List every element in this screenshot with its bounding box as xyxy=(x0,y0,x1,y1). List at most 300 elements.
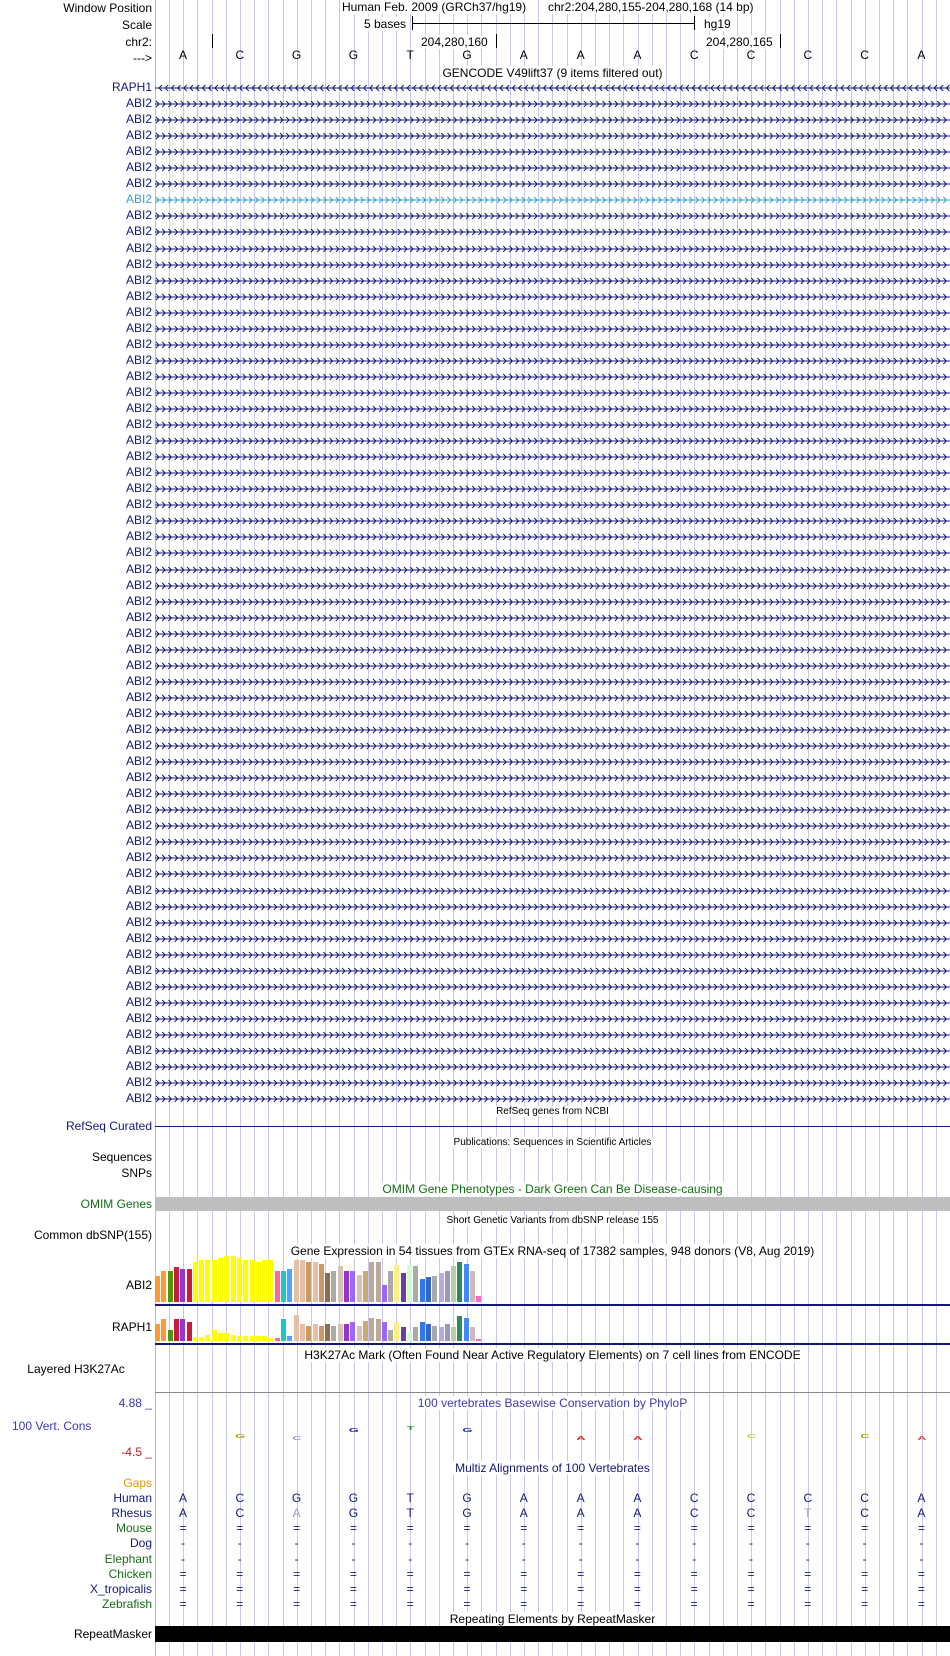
gencode-gene-label[interactable]: ABI2 xyxy=(125,1027,152,1041)
gencode-gene-label[interactable]: ABI2 xyxy=(125,850,152,864)
gencode-gene-label[interactable]: ABI2 xyxy=(125,449,152,463)
gencode-gene-label[interactable]: ABI2 xyxy=(125,545,152,559)
multiz-species-label[interactable]: Gaps xyxy=(123,1476,152,1490)
gencode-gene-label[interactable]: ABI2 xyxy=(125,321,152,335)
gencode-gene-arrow-line[interactable] xyxy=(155,676,950,686)
gencode-gene-arrow-line[interactable] xyxy=(155,788,950,798)
gencode-gene-arrow-line[interactable] xyxy=(155,419,950,429)
gtex-tissue-bar[interactable] xyxy=(470,1271,475,1302)
gtex-tissue-bar[interactable] xyxy=(382,1285,387,1302)
gtex-tissue-bar[interactable] xyxy=(187,1269,192,1302)
gencode-gene-label[interactable]: ABI2 xyxy=(125,353,152,367)
gencode-gene-label[interactable]: ABI2 xyxy=(125,706,152,720)
gencode-gene-label[interactable]: ABI2 xyxy=(125,417,152,431)
gencode-gene-arrow-line[interactable] xyxy=(155,580,950,590)
gencode-gene-label[interactable]: ABI2 xyxy=(125,433,152,447)
gencode-gene-label[interactable]: ABI2 xyxy=(125,385,152,399)
gtex-tissue-bar[interactable] xyxy=(376,1262,381,1302)
gencode-gene-arrow-line[interactable] xyxy=(155,435,950,445)
gtex-tissue-bar[interactable] xyxy=(294,1315,299,1341)
gencode-gene-label[interactable]: ABI2 xyxy=(125,401,152,415)
gencode-gene-label[interactable]: ABI2 xyxy=(125,690,152,704)
gencode-gene-arrow-line[interactable] xyxy=(155,162,950,172)
multiz-species-label[interactable]: X_tropicalis xyxy=(89,1582,152,1596)
gencode-gene-arrow-line[interactable] xyxy=(155,997,950,1007)
gencode-gene-arrow-line[interactable] xyxy=(155,692,950,702)
gencode-gene-label[interactable]: ABI2 xyxy=(125,241,152,255)
multiz-base: - xyxy=(578,1536,583,1550)
gencode-gene-arrow-line[interactable] xyxy=(155,403,950,413)
base-letter: A xyxy=(178,48,187,62)
gencode-gene-label[interactable]: ABI2 xyxy=(125,866,152,880)
gtex-tissue-bar[interactable] xyxy=(281,1319,286,1341)
gencode-gene-label[interactable]: ABI2 xyxy=(125,915,152,929)
gencode-gene-arrow-line[interactable] xyxy=(155,355,950,365)
gencode-gene-label[interactable]: ABI2 xyxy=(125,610,152,624)
position-text[interactable]: chr2:204,280,155-204,280,168 (14 bp) xyxy=(548,0,754,14)
multiz-base: C xyxy=(689,1491,699,1505)
multiz-base: = xyxy=(804,1521,812,1535)
gencode-gene-arrow-line[interactable] xyxy=(155,371,950,381)
gencode-gene-label[interactable]: ABI2 xyxy=(125,529,152,543)
gtex-tissue-bar[interactable] xyxy=(420,1322,425,1341)
gtex-tissue-bar[interactable] xyxy=(180,1319,185,1341)
gencode-gene-arrow-line[interactable] xyxy=(155,965,950,975)
gtex-tissue-bar[interactable] xyxy=(155,1324,160,1341)
gtex-gene1-label[interactable]: ABI2 xyxy=(125,1278,152,1292)
gencode-gene-label[interactable]: ABI2 xyxy=(125,642,152,656)
gtex-tissue-bar[interactable] xyxy=(382,1322,387,1341)
gencode-gene-arrow-line[interactable] xyxy=(155,243,950,253)
gencode-gene-arrow-line[interactable] xyxy=(155,981,950,991)
gtex-tissue-bar[interactable] xyxy=(476,1296,481,1302)
gtex-tissue-bar[interactable] xyxy=(199,1337,204,1341)
gtex-tissue-bar[interactable] xyxy=(432,1276,437,1302)
base-letter: G xyxy=(348,48,359,62)
gencode-gene-label[interactable]: ABI2 xyxy=(125,674,152,688)
gtex-tissue-bar[interactable] xyxy=(287,1269,292,1302)
gencode-gene-label[interactable]: ABI2 xyxy=(125,979,152,993)
gencode-gene-arrow-line[interactable] xyxy=(155,596,950,606)
gencode-gene-label[interactable]: ABI2 xyxy=(125,931,152,945)
gencode-gene-arrow-line[interactable] xyxy=(155,178,950,188)
gencode-gene-label[interactable]: ABI2 xyxy=(125,289,152,303)
omim-gene-bar[interactable] xyxy=(155,1197,950,1211)
gtex-tissue-bar[interactable] xyxy=(268,1260,273,1302)
gtex-tissue-bar[interactable] xyxy=(426,1324,431,1341)
gtex-tissue-bar[interactable] xyxy=(224,1333,229,1341)
multiz-base: T xyxy=(406,1491,414,1505)
gtex-tissue-bar[interactable] xyxy=(407,1265,412,1302)
multiz-species-label[interactable]: Chicken xyxy=(108,1567,152,1581)
gencode-gene-arrow-line[interactable] xyxy=(155,820,950,830)
gencode-gene-label[interactable]: ABI2 xyxy=(125,658,152,672)
gencode-gene-label[interactable]: ABI2 xyxy=(125,947,152,961)
gtex-tissue-bar[interactable] xyxy=(369,1318,374,1341)
gencode-gene-arrow-line[interactable] xyxy=(155,949,950,959)
gtex-tissue-bar[interactable] xyxy=(464,1318,469,1341)
gtex-tissue-bar[interactable] xyxy=(268,1338,273,1341)
gencode-gene-label[interactable]: ABI2 xyxy=(125,1043,152,1057)
gtex-tissue-bar[interactable] xyxy=(275,1271,280,1302)
refseq-gene-line[interactable] xyxy=(155,1126,950,1127)
multiz-base: C xyxy=(860,1506,869,1520)
gtex-abi2-baseline xyxy=(155,1304,950,1306)
gencode-gene-label[interactable]: ABI2 xyxy=(125,481,152,495)
gtex-tissue-bar[interactable] xyxy=(445,1271,450,1302)
gtex-tissue-bar[interactable] xyxy=(281,1271,286,1302)
gencode-gene-arrow-line[interactable] xyxy=(155,146,950,156)
gtex-tissue-bar[interactable] xyxy=(325,1324,330,1341)
gencode-gene-label[interactable]: ABI2 xyxy=(125,192,152,206)
gtex-tissue-bar[interactable] xyxy=(420,1279,425,1302)
gencode-gene-arrow-line[interactable] xyxy=(155,130,950,140)
gtex-tissue-bar[interactable] xyxy=(319,1264,324,1302)
gtex-tissue-bar[interactable] xyxy=(394,1322,399,1341)
gencode-gene-label[interactable]: ABI2 xyxy=(125,1075,152,1089)
gtex-tissue-bar[interactable] xyxy=(357,1275,362,1302)
base-letter: A xyxy=(917,48,926,62)
gencode-gene-arrow-line[interactable] xyxy=(155,194,950,204)
gencode-gene-label[interactable]: ABI2 xyxy=(125,112,152,126)
gtex-abi2-bars[interactable] xyxy=(155,1256,950,1303)
multiz-base: = xyxy=(293,1582,301,1596)
gtex-tissue-bar[interactable] xyxy=(331,1326,336,1341)
gtex-tissue-bar[interactable] xyxy=(363,1271,368,1302)
gencode-gene-label[interactable]: ABI2 xyxy=(125,208,152,222)
gtex-tissue-bar[interactable] xyxy=(388,1330,393,1341)
gencode-gene-label[interactable]: ABI2 xyxy=(125,1059,152,1073)
gtex-raph1-bars[interactable] xyxy=(155,1307,950,1342)
multiz-base: - xyxy=(465,1552,469,1566)
gencode-gene-label[interactable]: ABI2 xyxy=(125,513,152,527)
gtex-tissue-bar[interactable] xyxy=(338,1266,343,1302)
h3k27ac-label[interactable]: Layered H3K27Ac xyxy=(27,1362,125,1376)
gencode-gene-arrow-line[interactable] xyxy=(155,1077,950,1087)
gencode-gene-arrow-line[interactable] xyxy=(155,82,950,92)
gencode-gene-label[interactable]: ABI2 xyxy=(125,257,152,271)
gtex-tissue-bar[interactable] xyxy=(457,1262,462,1302)
gtex-tissue-bar[interactable] xyxy=(193,1262,198,1302)
phylop-logo-mark: C xyxy=(746,1433,757,1440)
gencode-gene-arrow-line[interactable] xyxy=(155,291,950,301)
gencode-gene-label[interactable]: ABI2 xyxy=(125,96,152,110)
gtex-tissue-bar[interactable] xyxy=(224,1256,229,1302)
gencode-gene-arrow-line[interactable] xyxy=(155,644,950,654)
gtex-tissue-bar[interactable] xyxy=(470,1327,475,1341)
gtex-tissue-bar[interactable] xyxy=(338,1324,343,1341)
gencode-gene-arrow-line[interactable] xyxy=(155,628,950,638)
gencode-gene-label[interactable]: ABI2 xyxy=(125,273,152,287)
multiz-base: = xyxy=(349,1597,357,1611)
gtex-tissue-bar[interactable] xyxy=(237,1258,242,1302)
gtex-tissue-bar[interactable] xyxy=(187,1322,192,1341)
gtex-tissue-bar[interactable] xyxy=(205,1260,210,1302)
multiz-base: = xyxy=(690,1567,698,1581)
phylop-title: 100 vertebrates Basewise Conservation by PhyloP xyxy=(417,1396,688,1410)
gencode-gene-label[interactable]: ABI2 xyxy=(125,497,152,511)
gtex-tissue-bar[interactable] xyxy=(243,1260,248,1302)
gtex-tissue-bar[interactable] xyxy=(193,1337,198,1341)
gtex-tissue-bar[interactable] xyxy=(218,1258,223,1302)
gencode-gene-arrow-line[interactable] xyxy=(155,1013,950,1023)
multiz-base: C xyxy=(746,1491,756,1505)
gencode-gene-label[interactable]: RAPH1 xyxy=(111,80,152,94)
gencode-gene-label[interactable]: ABI2 xyxy=(125,1011,152,1025)
gencode-gene-arrow-line[interactable] xyxy=(155,547,950,557)
gencode-gene-label[interactable]: ABI2 xyxy=(125,1091,152,1105)
gencode-gene-label[interactable]: ABI2 xyxy=(125,144,152,158)
gencode-title: GENCODE V49lift37 (9 items filtered out) xyxy=(442,66,663,80)
multiz-base: = xyxy=(690,1597,698,1611)
gtex-tissue-bar[interactable] xyxy=(287,1336,292,1341)
gtex-tissue-bar[interactable] xyxy=(363,1321,368,1341)
multiz-base: - xyxy=(181,1552,185,1566)
gtex-tissue-bar[interactable] xyxy=(168,1330,173,1341)
gencode-gene-label[interactable]: ABI2 xyxy=(125,995,152,1009)
gtex-tissue-bar[interactable] xyxy=(357,1326,362,1341)
gencode-gene-arrow-line[interactable] xyxy=(155,804,950,814)
gencode-gene-label[interactable]: ABI2 xyxy=(125,626,152,640)
gtex-tissue-bar[interactable] xyxy=(432,1326,437,1341)
phylop-logo-mark: A xyxy=(633,1435,643,1442)
gtex-tissue-bar[interactable] xyxy=(161,1319,166,1341)
multiz-base: = xyxy=(406,1567,414,1581)
gencode-gene-arrow-line[interactable] xyxy=(155,917,950,927)
gencode-gene-arrow-line[interactable] xyxy=(155,515,950,525)
gencode-gene-arrow-line[interactable] xyxy=(155,531,950,541)
gencode-gene-arrow-line[interactable] xyxy=(155,724,950,734)
multiz-species-label[interactable]: Elephant xyxy=(104,1552,152,1566)
gencode-gene-arrow-line[interactable] xyxy=(155,259,950,269)
multiz-species-label[interactable]: Zebrafish xyxy=(101,1597,152,1611)
gtex-tissue-bar[interactable] xyxy=(313,1324,318,1341)
gtex-tissue-bar[interactable] xyxy=(388,1271,393,1302)
repeatmasker-label[interactable]: RepeatMasker xyxy=(73,1627,152,1641)
gtex-tissue-bar[interactable] xyxy=(218,1333,223,1341)
gencode-gene-label[interactable]: ABI2 xyxy=(125,722,152,736)
gencode-gene-arrow-line[interactable] xyxy=(155,451,950,461)
gtex-tissue-bar[interactable] xyxy=(250,1336,255,1341)
gtex-tissue-bar[interactable] xyxy=(407,1332,412,1341)
gencode-gene-label[interactable]: ABI2 xyxy=(125,578,152,592)
gtex-tissue-bar[interactable] xyxy=(401,1273,406,1302)
gtex-tissue-bar[interactable] xyxy=(256,1262,261,1302)
gtex-tissue-bar[interactable] xyxy=(476,1339,481,1341)
multiz-species-label[interactable]: Rhesus xyxy=(111,1506,152,1520)
gtex-tissue-bar[interactable] xyxy=(464,1264,469,1302)
gencode-gene-label[interactable]: ABI2 xyxy=(125,594,152,608)
multiz-base: = xyxy=(406,1597,414,1611)
gtex-tissue-bar[interactable] xyxy=(457,1316,462,1341)
base-letter: C xyxy=(235,48,245,62)
gencode-gene-label[interactable]: ABI2 xyxy=(125,369,152,383)
gtex-tissue-bar[interactable] xyxy=(439,1273,444,1302)
multiz-species-label[interactable]: Dog xyxy=(129,1536,152,1550)
multiz-base: A xyxy=(633,1506,642,1520)
gtex-tissue-bar[interactable] xyxy=(439,1327,444,1341)
gtex-tissue-bar[interactable] xyxy=(376,1319,381,1341)
gtex-tissue-bar[interactable] xyxy=(445,1324,450,1341)
gtex-tissue-bar[interactable] xyxy=(231,1335,236,1341)
gtex-tissue-bar[interactable] xyxy=(237,1336,242,1341)
refseq-label[interactable]: RefSeq Curated xyxy=(65,1119,152,1133)
gtex-tissue-bar[interactable] xyxy=(350,1271,355,1302)
gencode-gene-label[interactable]: ABI2 xyxy=(125,176,152,190)
gtex-tissue-bar[interactable] xyxy=(300,1260,305,1302)
base-letter: C xyxy=(746,48,756,62)
multiz-base: = xyxy=(236,1567,244,1581)
phylop-label[interactable]: 100 Vert. Cons xyxy=(12,1419,92,1433)
gtex-tissue-bar[interactable] xyxy=(325,1273,330,1302)
dbsnp-title: Short Genetic Variants from dbSNP release 155 xyxy=(446,1215,659,1226)
gtex-tissue-bar[interactable] xyxy=(231,1256,236,1302)
gencode-gene-arrow-line[interactable] xyxy=(155,98,950,108)
multiz-base: C xyxy=(746,1506,756,1520)
gencode-gene-arrow-line[interactable] xyxy=(155,1045,950,1055)
gencode-gene-label[interactable]: ABI2 xyxy=(125,963,152,977)
gtex-tissue-bar[interactable] xyxy=(256,1336,261,1341)
gtex-tissue-bar[interactable] xyxy=(205,1335,210,1341)
gtex-tissue-bar[interactable] xyxy=(262,1336,267,1341)
gencode-gene-label[interactable]: ABI2 xyxy=(125,305,152,319)
gencode-gene-arrow-line[interactable] xyxy=(155,933,950,943)
gtex-tissue-bar[interactable] xyxy=(168,1271,173,1302)
multiz-base: = xyxy=(633,1582,641,1596)
gencode-gene-label[interactable]: ABI2 xyxy=(125,818,152,832)
gencode-gene-arrow-line[interactable] xyxy=(155,756,950,766)
gencode-gene-arrow-line[interactable] xyxy=(155,323,950,333)
gencode-gene-label[interactable]: ABI2 xyxy=(125,562,152,576)
gencode-gene-arrow-line[interactable] xyxy=(155,885,950,895)
gtex-tissue-bar[interactable] xyxy=(212,1260,217,1302)
gencode-gene-label[interactable]: ABI2 xyxy=(125,160,152,174)
gtex-tissue-bar[interactable] xyxy=(319,1326,324,1341)
gencode-gene-label[interactable]: ABI2 xyxy=(125,224,152,238)
gencode-gene-label[interactable]: ABI2 xyxy=(125,738,152,752)
gtex-tissue-bar[interactable] xyxy=(344,1271,349,1302)
gencode-gene-arrow-line[interactable] xyxy=(155,387,950,397)
gtex-tissue-bar[interactable] xyxy=(331,1271,336,1302)
gencode-gene-arrow-line[interactable] xyxy=(155,307,950,317)
gencode-gene-label[interactable]: ABI2 xyxy=(125,754,152,768)
base-letter: A xyxy=(519,48,528,62)
gtex-tissue-bar[interactable] xyxy=(300,1324,305,1341)
gtex-tissue-bar[interactable] xyxy=(243,1336,248,1341)
gtex-tissue-bar[interactable] xyxy=(413,1266,418,1302)
multiz-base: = xyxy=(463,1597,471,1611)
gtex-tissue-bar[interactable] xyxy=(161,1271,166,1302)
gtex-tissue-bar[interactable] xyxy=(394,1265,399,1302)
publications-label-snps[interactable]: SNPs xyxy=(121,1166,152,1180)
gtex-tissue-bar[interactable] xyxy=(401,1327,406,1341)
gtex-tissue-bar[interactable] xyxy=(369,1262,374,1302)
gencode-gene-arrow-line[interactable] xyxy=(155,660,950,670)
gencode-gene-arrow-line[interactable] xyxy=(155,499,950,509)
gtex-tissue-bar[interactable] xyxy=(199,1260,204,1302)
gtex-tissue-bar[interactable] xyxy=(212,1330,217,1341)
gencode-gene-arrow-line[interactable] xyxy=(155,1029,950,1039)
gtex-tissue-bar[interactable] xyxy=(413,1327,418,1341)
multiz-base: G xyxy=(462,1506,472,1520)
gencode-gene-label[interactable]: ABI2 xyxy=(125,834,152,848)
gencode-gene-arrow-line[interactable] xyxy=(155,114,950,124)
ruler-tick1-label: 204,280,160 xyxy=(421,35,488,49)
gencode-gene-label[interactable]: ABI2 xyxy=(125,770,152,784)
gtex-tissue-bar[interactable] xyxy=(294,1260,299,1302)
gencode-gene-arrow-line[interactable] xyxy=(155,210,950,220)
gencode-gene-label[interactable]: ABI2 xyxy=(125,899,152,913)
gtex-tissue-bar[interactable] xyxy=(174,1267,179,1302)
phylop-logo-mark: G xyxy=(462,1427,473,1434)
multiz-base: = xyxy=(179,1521,187,1535)
multiz-species-label[interactable]: Mouse xyxy=(115,1521,152,1535)
gtex-title: Gene Expression in 54 tissues from GTEx RNA-seq of 17382 samples, 948 donors (V8, Aug 2019) xyxy=(290,1244,815,1258)
multiz-base: - xyxy=(408,1552,413,1566)
ruler-tick2-label: 204,280,165 xyxy=(706,35,773,49)
gencode-gene-arrow-line[interactable] xyxy=(155,1093,950,1103)
gtex-tissue-bar[interactable] xyxy=(306,1262,311,1302)
phylop-logos[interactable] xyxy=(155,1420,950,1456)
multiz-base: = xyxy=(293,1521,301,1535)
gencode-gene-arrow-line[interactable] xyxy=(155,740,950,750)
gencode-gene-label[interactable]: ABI2 xyxy=(125,337,152,351)
gencode-gene-arrow-line[interactable] xyxy=(155,483,950,493)
gencode-gene-arrow-line[interactable] xyxy=(155,852,950,862)
gencode-gene-arrow-line[interactable] xyxy=(155,564,950,574)
gencode-gene-arrow-line[interactable] xyxy=(155,836,950,846)
gencode-gene-arrow-line[interactable] xyxy=(155,901,950,911)
gencode-gene-label[interactable]: ABI2 xyxy=(125,465,152,479)
gencode-gene-arrow-line[interactable] xyxy=(155,339,950,349)
gencode-gene-arrow-line[interactable] xyxy=(155,467,950,477)
gtex-tissue-bar[interactable] xyxy=(250,1260,255,1302)
gencode-gene-label[interactable]: ABI2 xyxy=(125,128,152,142)
gencode-gene-arrow-line[interactable] xyxy=(155,612,950,622)
multiz-base: = xyxy=(349,1582,357,1596)
gtex-tissue-bar[interactable] xyxy=(313,1262,318,1302)
multiz-base: A xyxy=(576,1491,585,1505)
gencode-gene-arrow-line[interactable] xyxy=(155,868,950,878)
gtex-tissue-bar[interactable] xyxy=(180,1269,185,1302)
gtex-tissue-bar[interactable] xyxy=(306,1326,311,1341)
gencode-gene-label[interactable]: ABI2 xyxy=(125,786,152,800)
gtex-tissue-bar[interactable] xyxy=(275,1338,280,1341)
omim-label[interactable]: OMIM Genes xyxy=(80,1197,152,1211)
gencode-gene-label[interactable]: ABI2 xyxy=(125,802,152,816)
gtex-tissue-bar[interactable] xyxy=(350,1322,355,1341)
gtex-tissue-bar[interactable] xyxy=(451,1266,456,1302)
gtex-tissue-bar[interactable] xyxy=(344,1324,349,1341)
publications-label-sequences[interactable]: Sequences xyxy=(91,1150,152,1164)
gtex-tissue-bar[interactable] xyxy=(155,1276,160,1302)
multiz-species-label[interactable]: Human xyxy=(113,1491,152,1505)
multiz-base: = xyxy=(349,1521,357,1535)
gtex-tissue-bar[interactable] xyxy=(262,1260,267,1302)
gtex-tissue-bar[interactable] xyxy=(451,1327,456,1341)
gtex-tissue-bar[interactable] xyxy=(174,1319,179,1341)
gtex-tissue-bar[interactable] xyxy=(426,1277,431,1302)
gencode-gene-arrow-line[interactable] xyxy=(155,772,950,782)
gencode-gene-label[interactable]: ABI2 xyxy=(125,883,152,897)
gencode-gene-arrow-line[interactable] xyxy=(155,275,950,285)
dbsnp-label[interactable]: Common dbSNP(155) xyxy=(33,1228,152,1242)
gtex-gene2-label[interactable]: RAPH1 xyxy=(111,1320,152,1334)
gencode-gene-arrow-line[interactable] xyxy=(155,226,950,236)
repeatmasker-bar[interactable] xyxy=(155,1626,950,1642)
gencode-gene-arrow-line[interactable] xyxy=(155,708,950,718)
gencode-gene-arrow-line[interactable] xyxy=(155,1061,950,1071)
